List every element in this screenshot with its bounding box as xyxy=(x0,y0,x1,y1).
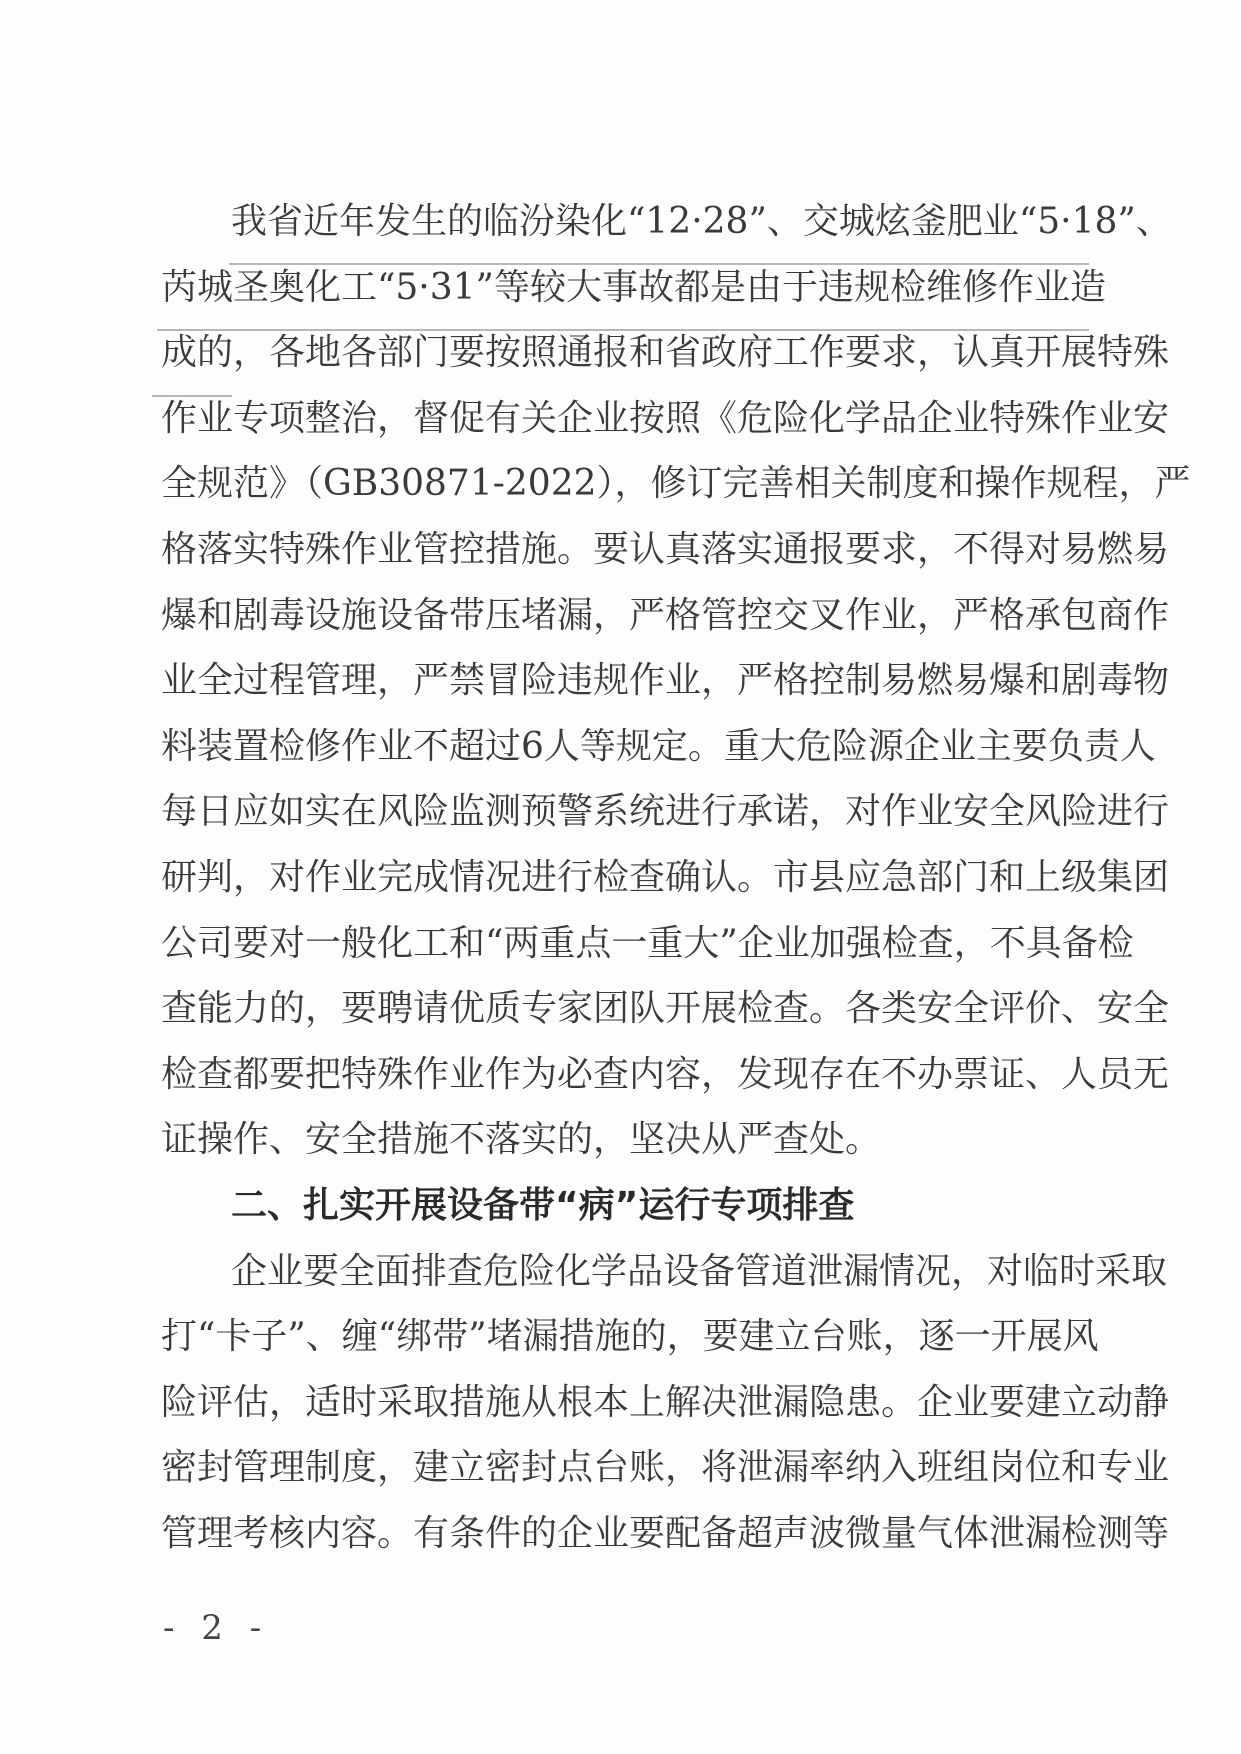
paragraph-line: 爆和剧毒设施设备带压堵漏，严格管控交叉作业，严格承包商作 xyxy=(161,594,1170,636)
paragraph-line: 查能力的，要聘请优质专家团队开展检查。各类安全评价、安全 xyxy=(161,988,1170,1030)
paragraph-line: 公司要对一般化工和“两重点一重大”企业加强检查，不具备检 xyxy=(161,922,1134,964)
paragraph-line: 作业专项整治，督促有关企业按照《危险化学品企业特殊作业安 xyxy=(161,397,1170,439)
body-text xyxy=(161,189,1191,1566)
paragraph-line: 险评估，适时采取措施从根本上解决泄漏隐患。企业要建立动静 xyxy=(161,1381,1170,1423)
paragraph-line: 成的，各地各部门要按照通报和省政府工作要求，认真开展特殊 xyxy=(161,332,1170,374)
paragraph-line: 密封管理制度，建立密封点台账，将泄漏率纳入班组岗位和专业 xyxy=(161,1447,1170,1489)
paragraph-line: 芮城圣奥化工“5·31”等较大事故都是由于违规检维修作业造 xyxy=(161,266,1106,308)
paragraph-line: 料装置检修作业不超过6人等规定。重大危险源企业主要负责人 xyxy=(161,725,1156,767)
paragraph-line: 全规范》（GB30871-2022），修订完善相关制度和操作规程，严 xyxy=(161,463,1191,505)
paragraph-line: 研判，对作业完成情况进行检查确认。市县应急部门和上级集团 xyxy=(161,856,1170,898)
paragraph-line: 企业要全面排查危险化学品设备管道泄漏情况，对临时采取 xyxy=(231,1250,1168,1292)
paragraph-line: 证操作、安全措施不落实的，坚决从严查处。 xyxy=(161,1119,882,1161)
paragraph-line: 打“卡子”、缠“绑带”堵漏措施的，要建立台账，逐一开展风 xyxy=(161,1316,1099,1358)
page-number: - 2 - xyxy=(163,1608,270,1648)
paragraph-line: 格落实特殊作业管控措施。要认真落实通报要求，不得对易燃易 xyxy=(161,528,1170,570)
paragraph-line: 业全过程管理，严禁冒险违规作业，严格控制易燃易爆和剧毒物 xyxy=(161,660,1170,702)
paragraph-line: 我省近年发生的临汾染化“12·28”、交城炫釜肥业“5·18”、 xyxy=(231,201,1172,242)
paragraph-line: 检查都要把特殊作业作为必查内容，发现存在不办票证、人员无 xyxy=(161,1053,1170,1095)
paragraph-line: 每日应如实在风险监测预警系统进行承诺，对作业安全风险进行 xyxy=(161,791,1170,833)
section-heading: 二、扎实开展设备带“病”运行专项排查 xyxy=(231,1184,855,1226)
paragraph-line: 管理考核内容。有条件的企业要配备超声波微量气体泄漏检测等 xyxy=(161,1512,1170,1554)
